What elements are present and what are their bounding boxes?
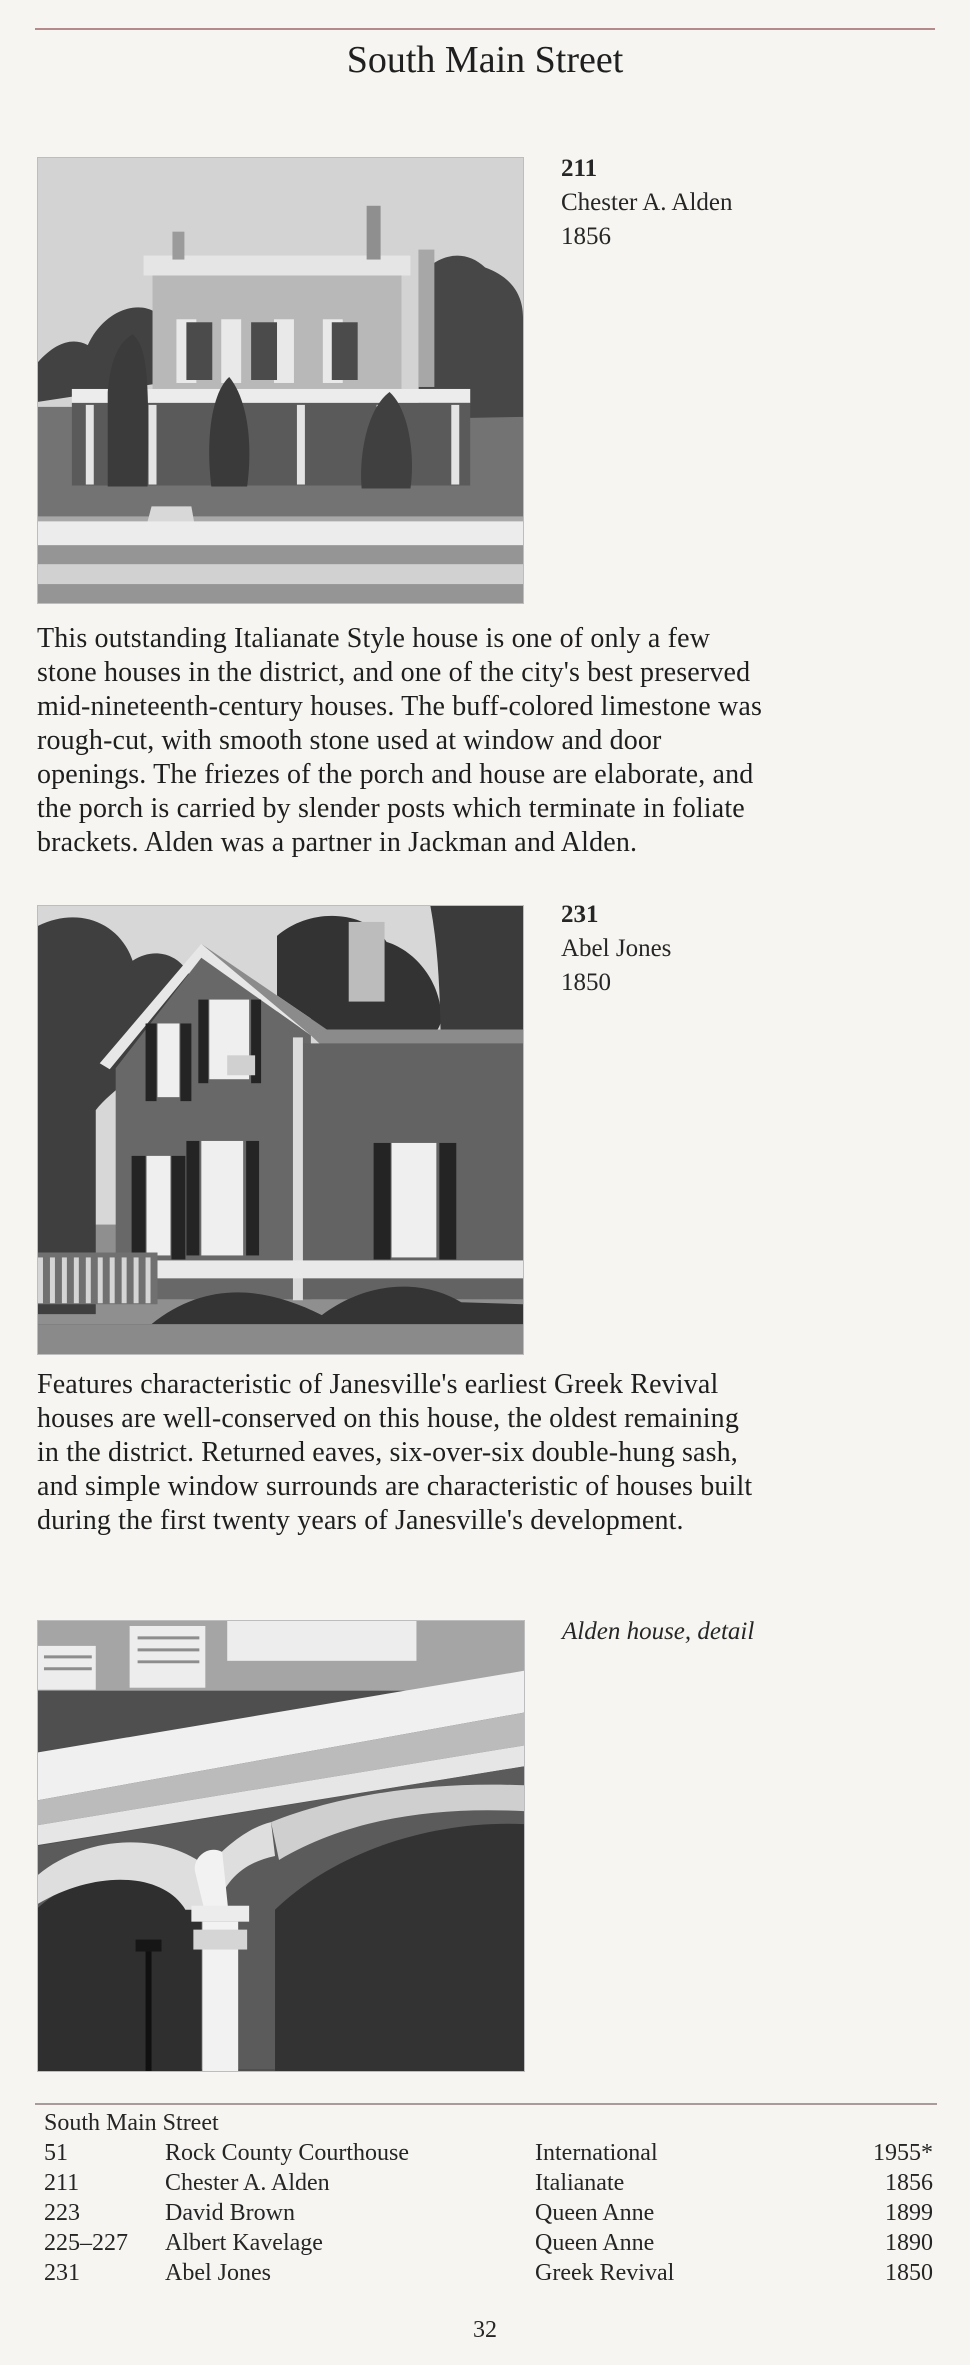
index-number: 223 bbox=[44, 2200, 80, 2226]
top-rule bbox=[35, 28, 935, 30]
index-style: Queen Anne bbox=[535, 2230, 655, 2256]
description-line: openings. The friezes of the porch and house are elaborate, and bbox=[37, 759, 754, 790]
index-row bbox=[44, 2228, 936, 2258]
entry-211-meta bbox=[561, 152, 921, 254]
description-line: houses are well-conserved on this house, the oldest remaining bbox=[37, 1403, 739, 1434]
description-line: stone houses in the district, and one of the city's best preserved bbox=[37, 657, 751, 688]
entry-211-year: 1856 bbox=[561, 223, 611, 250]
index-year: 1955* bbox=[873, 2140, 933, 2166]
page-title: South Main Street bbox=[346, 39, 624, 81]
index-name: Abel Jones bbox=[165, 2260, 271, 2286]
page-number: 32 bbox=[473, 2317, 497, 2343]
index-number: 51 bbox=[44, 2140, 68, 2166]
description-line: mid-nineteenth-century houses. The buff-colored limestone was bbox=[37, 691, 763, 722]
entry-231-year: 1850 bbox=[561, 969, 611, 996]
entry-231-description bbox=[37, 1368, 942, 1538]
entry-211-description bbox=[37, 622, 942, 860]
street-index bbox=[44, 2108, 936, 2288]
index-row bbox=[44, 2168, 936, 2198]
index-year: 1850 bbox=[885, 2260, 933, 2286]
detail-caption: Alden house, detail bbox=[562, 1618, 755, 1645]
entry-231-name: Abel Jones bbox=[561, 935, 672, 962]
entry-231-meta bbox=[561, 898, 921, 1000]
index-year: 1856 bbox=[885, 2170, 933, 2196]
index-name: Chester A. Alden bbox=[165, 2170, 330, 2196]
description-line: This outstanding Italianate Style house is one of only a few bbox=[37, 623, 711, 654]
index-row bbox=[44, 2138, 936, 2168]
index-row bbox=[44, 2198, 936, 2228]
entry-231-number: 231 bbox=[561, 901, 599, 928]
index-row bbox=[44, 2258, 936, 2288]
index-style: International bbox=[535, 2140, 658, 2166]
index-number: 225–227 bbox=[44, 2230, 128, 2256]
index-year: 1899 bbox=[885, 2200, 933, 2226]
description-line: the porch is carried by slender posts which terminate in foliate bbox=[37, 793, 745, 824]
description-line: brackets. Alden was a partner in Jackman and Alden. bbox=[37, 827, 638, 858]
entry-211-name: Chester A. Alden bbox=[561, 189, 733, 216]
index-style: Greek Revival bbox=[535, 2260, 675, 2286]
photo-chester-alden-house bbox=[37, 157, 524, 604]
description-line: during the first twenty years of Janesville's development. bbox=[37, 1505, 684, 1536]
index-name: Rock County Courthouse bbox=[165, 2140, 409, 2166]
photo-alden-porch-detail bbox=[37, 1620, 525, 2072]
description-line: rough-cut, with smooth stone used at window and door bbox=[37, 725, 662, 756]
description-line: in the district. Returned eaves, six-over-six double-hung sash, bbox=[37, 1437, 738, 1468]
index-number: 231 bbox=[44, 2260, 80, 2286]
index-year: 1890 bbox=[885, 2230, 933, 2256]
index-heading: South Main Street bbox=[44, 2110, 219, 2136]
index-name: Albert Kavelage bbox=[165, 2230, 323, 2256]
index-style: Italianate bbox=[535, 2170, 625, 2196]
description-line: and simple window surrounds are characteristic of houses built bbox=[37, 1471, 753, 1502]
entry-211-number: 211 bbox=[561, 155, 598, 182]
index-rule bbox=[35, 2103, 937, 2105]
description-line: Features characteristic of Janesville's earliest Greek Revival bbox=[37, 1369, 719, 1400]
photo-abel-jones-house bbox=[37, 905, 524, 1355]
index-number: 211 bbox=[44, 2170, 80, 2196]
index-style: Queen Anne bbox=[535, 2200, 655, 2226]
index-name: David Brown bbox=[165, 2200, 295, 2226]
